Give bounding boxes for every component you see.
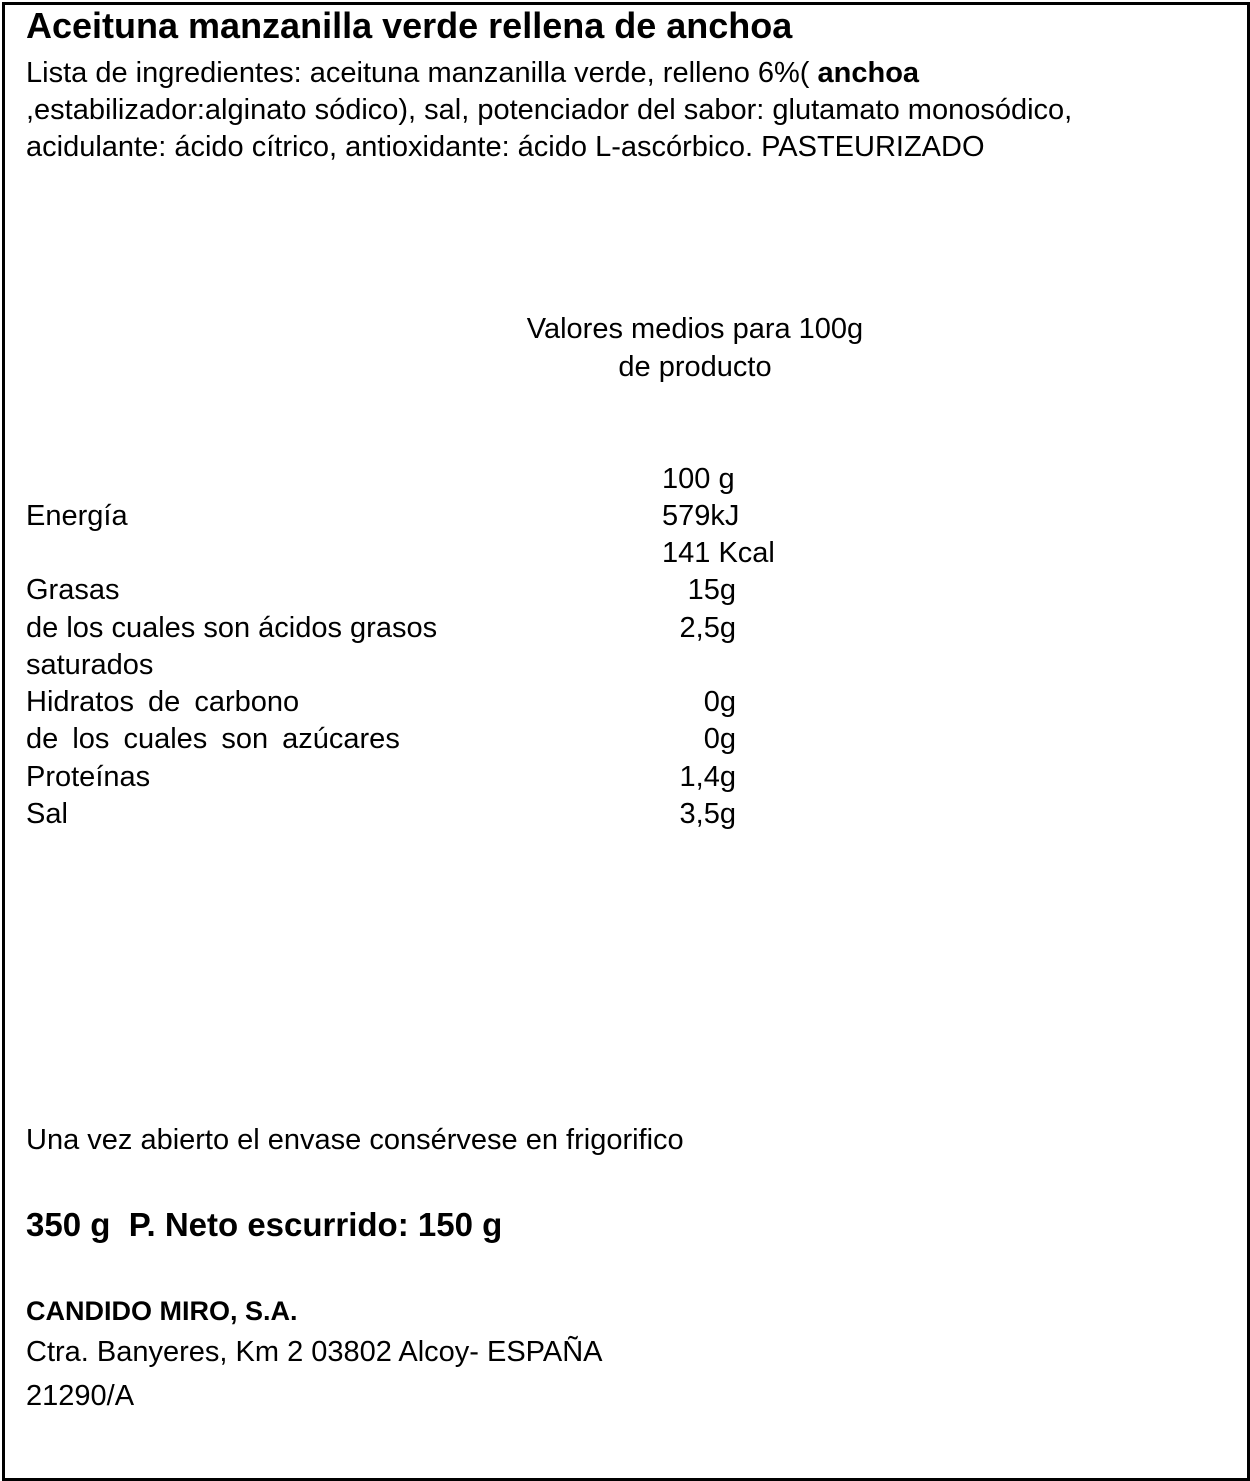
company-name: CANDIDO MIRO, S.A.	[26, 1296, 298, 1326]
energy-label: Energía	[26, 500, 128, 532]
energy-kcal-value: 141 Kcal	[662, 537, 775, 569]
nutrient-value-fat: 15g	[687, 574, 736, 606]
ingredients-line-2: ,estabilizador:alginato sódico), sal, potenciador del sabor: glutamato monosódico,	[26, 94, 1073, 126]
nutrient-label-carbohydrates: Hidratos de carbono	[26, 686, 300, 718]
allergen-anchoa: anchoa	[817, 57, 920, 89]
nutrient-label-saturados: saturados	[26, 649, 154, 681]
nutrient-value-protein: 1,4g	[679, 761, 736, 793]
storage-note: Una vez abierto el envase consérvese en frigorifico	[26, 1124, 684, 1156]
nutrition-header-line-1: Valores medios para 100g	[526, 313, 864, 345]
nutrient-label-fat: Grasas	[26, 574, 120, 606]
net-weight: 350 g P. Neto escurrido: 150 g	[26, 1206, 503, 1243]
nutrient-label-salt: Sal	[26, 798, 68, 830]
nutrient-value-sugars: 0g	[703, 723, 736, 755]
nutrient-value-carbohydrates: 0g	[703, 686, 736, 718]
nutrient-value-salt: 3,5g	[679, 798, 736, 830]
nutrient-label-protein: Proteínas	[26, 761, 151, 793]
nutrient-label-sugars: de los cuales son azúcares	[26, 723, 400, 755]
nutrition-column-header: 100 g	[662, 463, 735, 495]
ingredients-line-1	[26, 59, 919, 88]
energy-kj-value: 579kJ	[662, 500, 740, 532]
nutrient-label-saturated-fat: de los cuales son ácidos grasos	[26, 612, 438, 644]
product-title: Aceituna manzanilla verde rellena de anchoa	[26, 5, 793, 46]
ingredients-line-3: acidulante: ácido cítrico, antioxidante: ácido L-ascórbico. PASTEURIZADO	[26, 131, 985, 163]
ingredients-prefix: Lista de ingredientes: aceituna manzanilla verde, relleno 6%(	[26, 57, 818, 89]
registry-number: 21290/A	[26, 1380, 135, 1412]
nutrition-header-line-2: de producto	[618, 351, 772, 383]
company-address: Ctra. Banyeres, Km 2 03802 Alcoy- ESPAÑA	[26, 1336, 603, 1368]
nutrient-value-saturated-fat: 2,5g	[679, 612, 736, 644]
